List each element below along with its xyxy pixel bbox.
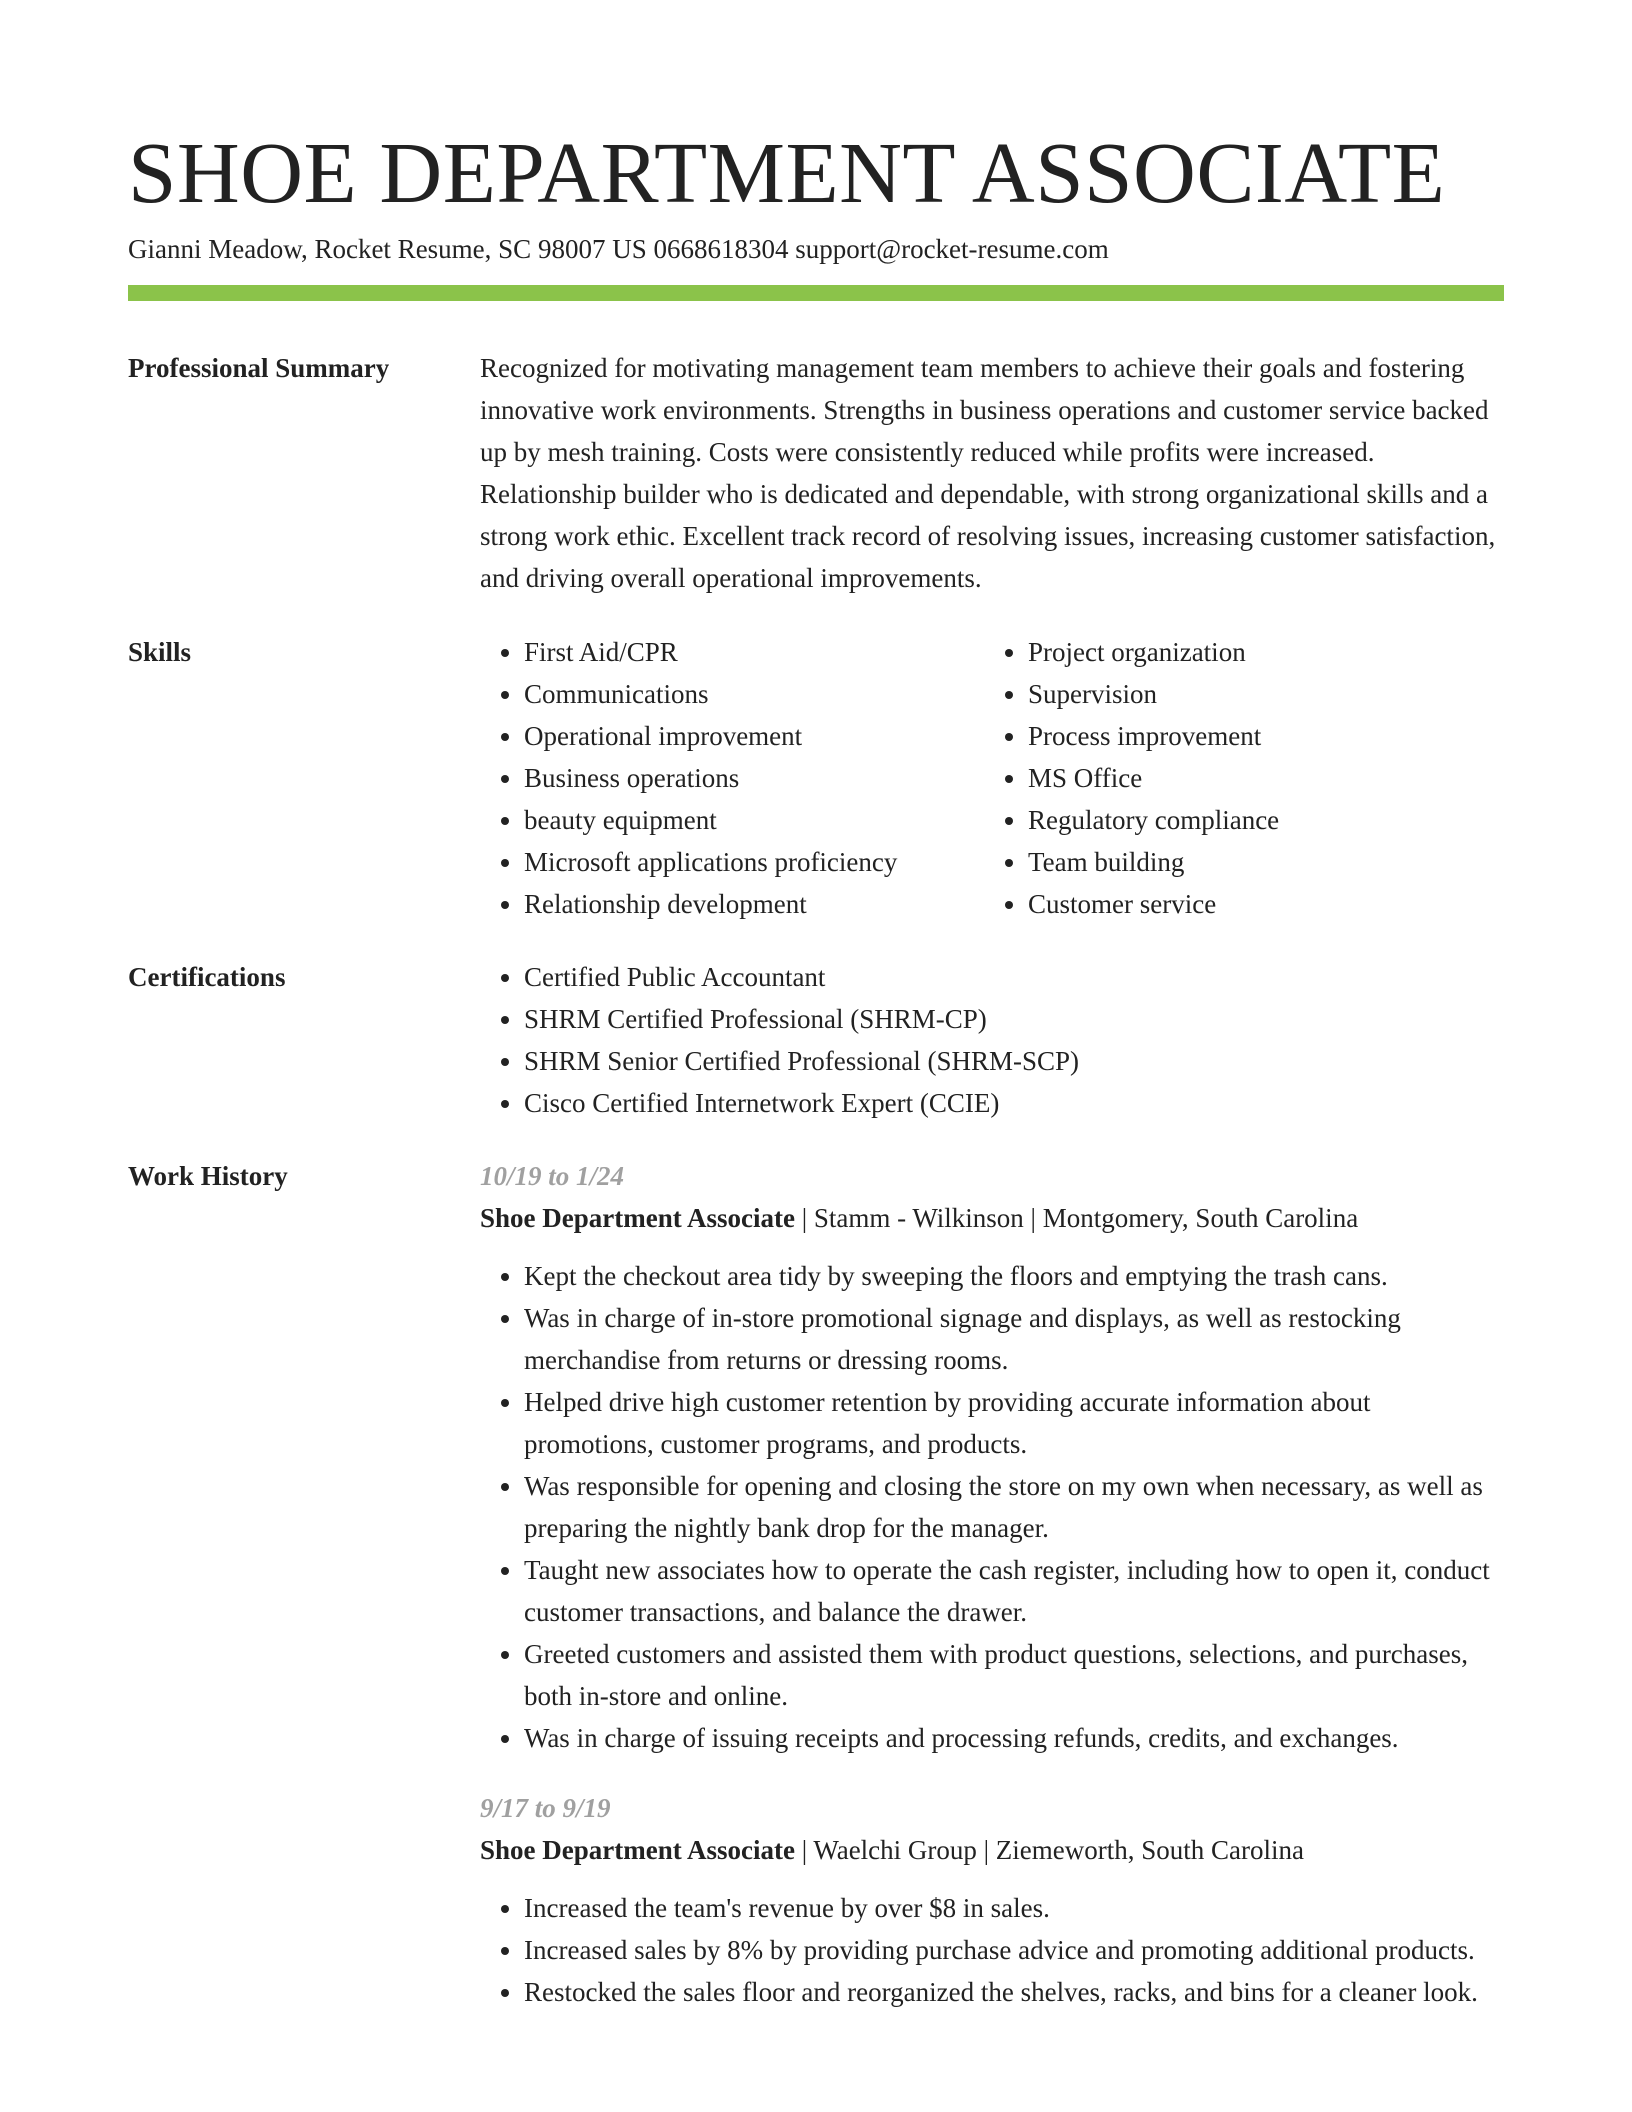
- summary-heading: Professional Summary: [128, 353, 390, 383]
- skill-item: • First Aid/CPR: [524, 631, 984, 673]
- job-details: | Waelchi Group | Ziemeworth, South Carolina: [794, 1835, 1305, 1865]
- job-bullet: • Was responsible for opening and closing the store on my own when necessary, as well as preparing the nightly bank drop for the manager.: [524, 1465, 1504, 1549]
- job-title: Shoe Department Associate: [480, 1203, 795, 1233]
- job-bullet: • Kept the checkout area tidy by sweeping the floors and emptying the trash cans.: [524, 1255, 1504, 1297]
- skills-list-right: [984, 631, 1488, 925]
- header-divider: [128, 285, 1504, 301]
- skill-item: • MS Office: [1028, 757, 1488, 799]
- skill-item: • Project organization: [1028, 631, 1488, 673]
- certification-item: • SHRM Senior Certified Professional (SHRM-SCP): [524, 1040, 1504, 1082]
- certification-item: • SHRM Certified Professional (SHRM-CP): [524, 998, 1504, 1040]
- contact-line: Gianni Meadow, Rocket Resume, SC 98007 US 0668618304 support@rocket-resume.com: [128, 234, 1109, 264]
- skill-item: • Communications: [524, 673, 984, 715]
- certifications-list: [480, 956, 1504, 1124]
- job-dates: 10/19 to 1/24: [480, 1161, 625, 1191]
- job-entry: [480, 1155, 1504, 1759]
- skill-item: • Regulatory compliance: [1028, 799, 1488, 841]
- job-details: | Stamm - Wilkinson | Montgomery, South Carolina: [794, 1203, 1359, 1233]
- skill-item: • Operational improvement: [524, 715, 984, 757]
- resume-title: SHOE DEPARTMENT ASSOCIATE: [128, 124, 1446, 221]
- job-bullet: • Restocked the sales floor and reorganized the shelves, racks, and bins for a cleaner look.: [524, 1971, 1504, 2013]
- job-bullets: [480, 1887, 1504, 2013]
- work-history-heading: Work History: [128, 1161, 288, 1191]
- job-entry: [480, 1787, 1504, 2013]
- skill-item: • Supervision: [1028, 673, 1488, 715]
- job-heading: [480, 1829, 1504, 1871]
- skill-item: • Microsoft applications proficiency: [524, 841, 984, 883]
- skill-item: • Process improvement: [1028, 715, 1488, 757]
- certifications-heading: Certifications: [128, 962, 286, 992]
- certification-item: • Cisco Certified Internetwork Expert (CCIE): [524, 1082, 1504, 1124]
- job-bullets: [480, 1255, 1504, 1759]
- job-bullet: • Was in charge of issuing receipts and processing refunds, credits, and exchanges.: [524, 1717, 1504, 1759]
- job-dates: 9/17 to 9/19: [480, 1793, 611, 1823]
- skills-heading: Skills: [128, 637, 192, 667]
- job-bullet: • Greeted customers and assisted them with product questions, selections, and purchases, both in-store and online.: [524, 1633, 1504, 1717]
- job-heading: [480, 1197, 1504, 1239]
- skills-list-left: [480, 631, 984, 925]
- skill-item: • beauty equipment: [524, 799, 984, 841]
- skill-item: • Customer service: [1028, 883, 1488, 925]
- job-bullet: • Increased the team's revenue by over $8 in sales.: [524, 1887, 1504, 1929]
- skill-item: • Business operations: [524, 757, 984, 799]
- summary-text: Recognized for motivating management team members to achieve their goals and fostering innovative work environments. Strengths in business operations and customer service backed up by mesh training. Costs were consistently reduced while profits were increased. Relationship builder who is dedicated and dependable, with strong organizational skills and a strong work ethic. Excellent track record of resolving issues, increasing customer satisfaction, and driving overall operational improvements.: [480, 353, 1496, 593]
- job-bullet: • Increased sales by 8% by providing purchase advice and promoting additional products.: [524, 1929, 1504, 1971]
- job-bullet: • Was in charge of in-store promotional signage and displays, as well as restocking merchandise from returns or dressing rooms.: [524, 1297, 1504, 1381]
- job-bullet: • Taught new associates how to operate the cash register, including how to open it, conduct customer transactions, and balance the drawer.: [524, 1549, 1504, 1633]
- skill-item: • Relationship development: [524, 883, 984, 925]
- certification-item: • Certified Public Accountant: [524, 956, 1504, 998]
- job-bullet: • Helped drive high customer retention by providing accurate information about promotions, customer programs, and products.: [524, 1381, 1504, 1465]
- job-title: Shoe Department Associate: [480, 1835, 795, 1865]
- skill-item: • Team building: [1028, 841, 1488, 883]
